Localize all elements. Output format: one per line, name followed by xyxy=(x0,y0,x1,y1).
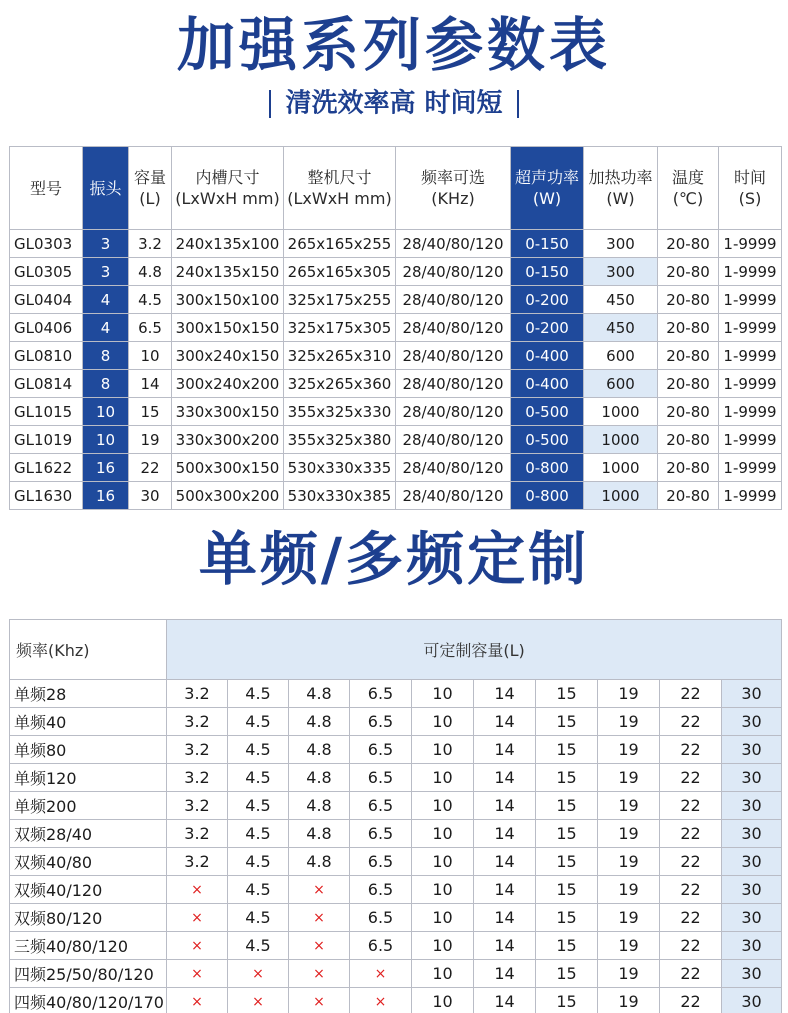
unavailable-mark: × xyxy=(350,960,412,988)
capacity-cell: 22 xyxy=(660,904,722,932)
capacity-cell: 14 xyxy=(474,904,536,932)
spec-header-cell xyxy=(83,147,129,230)
spec-header-label: 型号 xyxy=(29,178,62,198)
spec-cell: 500x300x200 xyxy=(172,482,284,510)
capacity-cell: 14 xyxy=(474,988,536,1013)
spec-header-cell xyxy=(172,147,284,230)
spec-cell: 0-150 xyxy=(511,230,584,258)
frequency-row xyxy=(10,708,782,736)
capacity-cell: 15 xyxy=(536,848,598,876)
capacity-cell: 15 xyxy=(536,736,598,764)
spec-cell: 10 xyxy=(83,398,129,426)
capacity-cell: 10 xyxy=(412,988,474,1013)
capacity-cell: 4.5 xyxy=(228,876,289,904)
capacity-cell: 22 xyxy=(660,960,722,988)
frequency-label: 四频25/50/80/120 xyxy=(10,960,167,988)
capacity-cell: 3.2 xyxy=(167,736,228,764)
spec-cell: 325x175x255 xyxy=(284,286,396,314)
spec-header-unit: (LxWxH mm) xyxy=(175,189,280,208)
spec-cell: 0-150 xyxy=(511,258,584,286)
spec-cell: GL1019 xyxy=(10,426,83,454)
capacity-cell: 4.8 xyxy=(289,680,350,708)
capacity-cell: 14 xyxy=(474,848,536,876)
capacity-cell: 15 xyxy=(536,876,598,904)
capacity-cell: 4.5 xyxy=(228,680,289,708)
unavailable-mark: × xyxy=(289,932,350,960)
unavailable-mark: × xyxy=(289,960,350,988)
spec-cell: 10 xyxy=(83,426,129,454)
spec-header-unit: (℃) xyxy=(672,189,704,208)
frequency-label: 双频80/120 xyxy=(10,904,167,932)
capacity-cell: 30 xyxy=(722,792,782,820)
frequency-label: 单频40 xyxy=(10,708,167,736)
capacity-cell: 22 xyxy=(660,876,722,904)
spec-cell: 265x165x305 xyxy=(284,258,396,286)
spec-cell: 1-9999 xyxy=(719,314,782,342)
frequency-label: 单频80 xyxy=(10,736,167,764)
spec-cell: 355x325x330 xyxy=(284,398,396,426)
spec-header-cell xyxy=(719,147,782,230)
spec-cell: 3 xyxy=(83,230,129,258)
capacity-cell: 22 xyxy=(660,848,722,876)
spec-cell: GL1622 xyxy=(10,454,83,482)
capacity-cell: 10 xyxy=(412,736,474,764)
spec-cell: 300x240x150 xyxy=(172,342,284,370)
capacity-cell: 4.5 xyxy=(228,904,289,932)
unavailable-mark: × xyxy=(167,932,228,960)
spec-cell: GL1015 xyxy=(10,398,83,426)
capacity-cell: 6.5 xyxy=(350,708,412,736)
spec-cell: 1-9999 xyxy=(719,342,782,370)
spec-cell: 6.5 xyxy=(129,314,172,342)
spec-cell: 1-9999 xyxy=(719,370,782,398)
spec-row xyxy=(10,398,782,426)
spec-cell: 28/40/80/120 xyxy=(396,398,511,426)
capacity-cell: 14 xyxy=(474,792,536,820)
capacity-cell: 19 xyxy=(598,932,660,960)
spec-cell: 20-80 xyxy=(658,258,719,286)
capacity-cell: 19 xyxy=(598,960,660,988)
capacity-cell: 30 xyxy=(722,960,782,988)
unavailable-mark: × xyxy=(167,988,228,1013)
spec-cell: 1-9999 xyxy=(719,426,782,454)
spec-cell: 240x135x150 xyxy=(172,258,284,286)
spec-cell: 265x165x255 xyxy=(284,230,396,258)
capacity-cell: 30 xyxy=(722,848,782,876)
capacity-cell: 14 xyxy=(474,876,536,904)
spec-cell: 300x240x200 xyxy=(172,370,284,398)
capacity-cell: 4.5 xyxy=(228,792,289,820)
spec-cell: 20-80 xyxy=(658,286,719,314)
capacity-cell: 30 xyxy=(722,932,782,960)
spec-cell: GL0406 xyxy=(10,314,83,342)
spec-cell: 330x300x200 xyxy=(172,426,284,454)
spec-cell: 3.2 xyxy=(129,230,172,258)
frequency-label: 单频200 xyxy=(10,792,167,820)
capacity-cell: 30 xyxy=(722,876,782,904)
spec-cell: 4.8 xyxy=(129,258,172,286)
frequency-label: 单频28 xyxy=(10,680,167,708)
frequency-row xyxy=(10,988,782,1013)
capacity-cell: 14 xyxy=(474,764,536,792)
unavailable-mark: × xyxy=(228,988,289,1013)
capacity-cell: 6.5 xyxy=(350,932,412,960)
spec-cell: 0-400 xyxy=(511,370,584,398)
spec-cell: 1-9999 xyxy=(719,258,782,286)
spec-header-label: 超声功率 xyxy=(514,168,579,187)
frequency-row xyxy=(10,736,782,764)
spec-row xyxy=(10,286,782,314)
spec-row xyxy=(10,482,782,510)
spec-cell: 500x300x150 xyxy=(172,454,284,482)
capacity-cell: 30 xyxy=(722,736,782,764)
frequency-label: 三频40/80/120 xyxy=(10,932,167,960)
spec-cell: 28/40/80/120 xyxy=(396,286,511,314)
spec-header-label: 整机尺寸 xyxy=(307,168,372,187)
unavailable-mark: × xyxy=(289,988,350,1013)
capacity-cell: 3.2 xyxy=(167,820,228,848)
unavailable-mark: × xyxy=(289,876,350,904)
capacity-cell: 10 xyxy=(412,932,474,960)
capacity-cell: 4.8 xyxy=(289,792,350,820)
spec-cell: 4 xyxy=(83,314,129,342)
spec-header-unit: (L) xyxy=(139,189,161,208)
capacity-cell: 22 xyxy=(660,932,722,960)
unavailable-mark: × xyxy=(228,960,289,988)
spec-table xyxy=(9,146,782,510)
capacity-cell: 4.5 xyxy=(228,848,289,876)
subtitle-text: 清洗效率高 时间短 xyxy=(285,88,503,119)
frequency-row xyxy=(10,764,782,792)
spec-cell: 530x330x335 xyxy=(284,454,396,482)
capacity-cell: 4.8 xyxy=(289,820,350,848)
spec-cell: 20-80 xyxy=(658,454,719,482)
spec-header-cell xyxy=(396,147,511,230)
capacity-cell: 10 xyxy=(412,848,474,876)
page-title: 加强系列参数表 xyxy=(176,11,611,79)
capacity-cell: 4.8 xyxy=(289,764,350,792)
capacity-cell: 4.8 xyxy=(289,848,350,876)
spec-cell: 240x135x100 xyxy=(172,230,284,258)
capacity-cell: 22 xyxy=(660,764,722,792)
spec-header-cell xyxy=(584,147,658,230)
capacity-cell: 4.5 xyxy=(228,820,289,848)
capacity-cell: 4.8 xyxy=(289,708,350,736)
spec-cell: 325x175x305 xyxy=(284,314,396,342)
spec-cell: 28/40/80/120 xyxy=(396,482,511,510)
spec-cell: 325x265x360 xyxy=(284,370,396,398)
spec-cell: 355x325x380 xyxy=(284,426,396,454)
spec-cell: 325x265x310 xyxy=(284,342,396,370)
capacity-cell: 19 xyxy=(598,680,660,708)
spec-cell: 30 xyxy=(129,482,172,510)
frequency-label: 双频40/80 xyxy=(10,848,167,876)
frequency-label: 四频40/80/120/170 xyxy=(10,988,167,1013)
capacity-cell: 6.5 xyxy=(350,876,412,904)
spec-cell: 600 xyxy=(584,370,658,398)
capacity-cell: 14 xyxy=(474,960,536,988)
spec-cell: 20-80 xyxy=(658,370,719,398)
spec-header-cell xyxy=(10,147,83,230)
spec-cell: 330x300x150 xyxy=(172,398,284,426)
spec-header-unit: (W) xyxy=(532,189,562,208)
spec-header-cell xyxy=(284,147,396,230)
subtitle-divider-left xyxy=(269,90,271,118)
capacity-cell: 19 xyxy=(598,820,660,848)
spec-cell: GL0810 xyxy=(10,342,83,370)
spec-header-label: 加热功率 xyxy=(588,168,653,187)
capacity-cell: 6.5 xyxy=(350,820,412,848)
spec-header-unit: (W) xyxy=(606,189,635,208)
frequency-row xyxy=(10,960,782,988)
capacity-cell: 4.5 xyxy=(228,708,289,736)
spec-row xyxy=(10,258,782,286)
capacity-cell: 30 xyxy=(722,988,782,1013)
capacity-cell: 19 xyxy=(598,876,660,904)
spec-row xyxy=(10,314,782,342)
spec-cell: 20-80 xyxy=(658,230,719,258)
spec-cell: 4.5 xyxy=(129,286,172,314)
capacity-cell: 30 xyxy=(722,904,782,932)
spec-header-label: 温度 xyxy=(671,168,704,187)
spec-row xyxy=(10,342,782,370)
spec-row xyxy=(10,426,782,454)
spec-header-label: 时间 xyxy=(733,168,766,187)
spec-cell: 22 xyxy=(129,454,172,482)
capacity-cell: 19 xyxy=(598,736,660,764)
capacity-cell: 19 xyxy=(598,904,660,932)
subtitle-divider-right xyxy=(517,90,519,118)
spec-cell: 0-800 xyxy=(511,454,584,482)
capacity-cell: 14 xyxy=(474,736,536,764)
frequency-table xyxy=(9,619,782,1013)
capacity-cell: 3.2 xyxy=(167,708,228,736)
spec-cell: 1000 xyxy=(584,454,658,482)
spec-cell: 8 xyxy=(83,342,129,370)
spec-cell: 28/40/80/120 xyxy=(396,230,511,258)
capacity-cell: 10 xyxy=(412,904,474,932)
capacity-cell: 6.5 xyxy=(350,736,412,764)
capacity-cell: 22 xyxy=(660,736,722,764)
spec-cell: 0-200 xyxy=(511,314,584,342)
capacity-cell: 4.8 xyxy=(289,736,350,764)
spec-cell: 15 xyxy=(129,398,172,426)
capacity-cell: 15 xyxy=(536,904,598,932)
capacity-cell: 3.2 xyxy=(167,764,228,792)
capacity-cell: 14 xyxy=(474,932,536,960)
capacity-cell: 10 xyxy=(412,792,474,820)
capacity-cell: 19 xyxy=(598,764,660,792)
capacity-cell: 19 xyxy=(598,708,660,736)
spec-cell: 1-9999 xyxy=(719,482,782,510)
spec-cell: 300x150x150 xyxy=(172,314,284,342)
spec-cell: GL1630 xyxy=(10,482,83,510)
spec-cell: 600 xyxy=(584,342,658,370)
spec-cell: 300 xyxy=(584,258,658,286)
spec-header-label: 频率可选 xyxy=(420,168,485,187)
spec-header-unit: (KHz) xyxy=(431,189,475,208)
capacity-cell: 3.2 xyxy=(167,848,228,876)
frequency-row xyxy=(10,792,782,820)
unavailable-mark: × xyxy=(350,988,412,1013)
spec-cell: 0-500 xyxy=(511,398,584,426)
spec-cell: 28/40/80/120 xyxy=(396,342,511,370)
spec-cell: 450 xyxy=(584,286,658,314)
spec-cell: GL0814 xyxy=(10,370,83,398)
capacity-cell: 15 xyxy=(536,792,598,820)
capacity-cell: 30 xyxy=(722,820,782,848)
capacity-cell: 4.5 xyxy=(228,736,289,764)
capacity-cell: 10 xyxy=(412,764,474,792)
spec-row xyxy=(10,230,782,258)
spec-cell: GL0404 xyxy=(10,286,83,314)
spec-header-unit: (LxWxH mm) xyxy=(287,189,392,208)
frequency-label: 双频28/40 xyxy=(10,820,167,848)
spec-cell: 300x150x100 xyxy=(172,286,284,314)
capacity-cell: 30 xyxy=(722,708,782,736)
capacity-cell: 10 xyxy=(412,680,474,708)
spec-row xyxy=(10,454,782,482)
spec-cell: GL0303 xyxy=(10,230,83,258)
spec-cell: 450 xyxy=(584,314,658,342)
capacity-cell: 22 xyxy=(660,988,722,1013)
capacity-cell: 15 xyxy=(536,708,598,736)
spec-cell: 530x330x385 xyxy=(284,482,396,510)
capacity-cell: 22 xyxy=(660,680,722,708)
spec-cell: 4 xyxy=(83,286,129,314)
capacity-cell: 14 xyxy=(474,708,536,736)
capacity-cell: 10 xyxy=(412,960,474,988)
frequency-row xyxy=(10,848,782,876)
capacity-cell: 6.5 xyxy=(350,680,412,708)
spec-header-label: 振头 xyxy=(89,178,122,198)
capacity-cell: 6.5 xyxy=(350,848,412,876)
frequency-row xyxy=(10,680,782,708)
spec-cell: 300 xyxy=(584,230,658,258)
spec-cell: 0-200 xyxy=(511,286,584,314)
spec-cell: 28/40/80/120 xyxy=(396,258,511,286)
capacity-cell: 15 xyxy=(536,820,598,848)
frequency-label: 单频120 xyxy=(10,764,167,792)
spec-cell: 20-80 xyxy=(658,398,719,426)
unavailable-mark: × xyxy=(167,904,228,932)
spec-cell: GL0305 xyxy=(10,258,83,286)
spec-cell: 10 xyxy=(129,342,172,370)
spec-cell: 14 xyxy=(129,370,172,398)
frequency-row xyxy=(10,820,782,848)
spec-cell: 16 xyxy=(83,454,129,482)
spec-cell: 28/40/80/120 xyxy=(396,314,511,342)
capacity-cell: 10 xyxy=(412,708,474,736)
spec-cell: 28/40/80/120 xyxy=(396,426,511,454)
capacity-cell: 19 xyxy=(598,792,660,820)
spec-header-cell xyxy=(129,147,172,230)
capacity-cell: 6.5 xyxy=(350,792,412,820)
capacity-cell: 3.2 xyxy=(167,680,228,708)
spec-header-label: 容量 xyxy=(133,168,166,187)
spec-cell: 1000 xyxy=(584,482,658,510)
capacity-cell: 10 xyxy=(412,876,474,904)
spec-cell: 28/40/80/120 xyxy=(396,454,511,482)
unavailable-mark: × xyxy=(167,876,228,904)
capacity-cell: 6.5 xyxy=(350,904,412,932)
capacity-cell: 6.5 xyxy=(350,764,412,792)
frequency-header: 频率(Khz) xyxy=(10,620,167,680)
capacity-cell: 14 xyxy=(474,820,536,848)
capacity-cell: 15 xyxy=(536,932,598,960)
capacity-cell: 15 xyxy=(536,680,598,708)
spec-cell: 0-500 xyxy=(511,426,584,454)
capacity-cell: 15 xyxy=(536,764,598,792)
spec-cell: 0-400 xyxy=(511,342,584,370)
spec-cell: 1-9999 xyxy=(719,454,782,482)
capacity-cell: 4.5 xyxy=(228,764,289,792)
spec-cell: 16 xyxy=(83,482,129,510)
capacity-cell: 15 xyxy=(536,988,598,1013)
spec-cell: 19 xyxy=(129,426,172,454)
spec-cell: 1000 xyxy=(584,426,658,454)
capacity-cell: 3.2 xyxy=(167,792,228,820)
spec-cell: 1000 xyxy=(584,398,658,426)
capacity-cell: 10 xyxy=(412,820,474,848)
spec-cell: 20-80 xyxy=(658,426,719,454)
frequency-label: 双频40/120 xyxy=(10,876,167,904)
spec-cell: 1-9999 xyxy=(719,230,782,258)
unavailable-mark: × xyxy=(289,904,350,932)
capacity-cell: 19 xyxy=(598,988,660,1013)
frequency-row xyxy=(10,904,782,932)
section-title-custom: 单频/多频定制 xyxy=(198,525,590,593)
spec-cell: 0-800 xyxy=(511,482,584,510)
spec-cell: 20-80 xyxy=(658,314,719,342)
page-subtitle xyxy=(0,84,788,123)
spec-header-unit: (S) xyxy=(738,189,762,208)
capacity-cell: 15 xyxy=(536,960,598,988)
spec-cell: 28/40/80/120 xyxy=(396,370,511,398)
capacity-cell: 22 xyxy=(660,708,722,736)
capacity-cell: 19 xyxy=(598,848,660,876)
capacity-cell: 14 xyxy=(474,680,536,708)
capacity-header: 可定制容量(L) xyxy=(167,620,782,680)
unavailable-mark: × xyxy=(167,960,228,988)
capacity-cell: 4.5 xyxy=(228,932,289,960)
capacity-cell: 30 xyxy=(722,680,782,708)
capacity-cell: 22 xyxy=(660,820,722,848)
frequency-row xyxy=(10,932,782,960)
spec-cell: 20-80 xyxy=(658,342,719,370)
frequency-row xyxy=(10,876,782,904)
spec-header-label: 内槽尺寸 xyxy=(195,168,260,187)
spec-cell: 8 xyxy=(83,370,129,398)
spec-cell: 1-9999 xyxy=(719,398,782,426)
spec-header-cell xyxy=(511,147,584,230)
spec-cell: 1-9999 xyxy=(719,286,782,314)
spec-header-cell xyxy=(658,147,719,230)
spec-row xyxy=(10,370,782,398)
capacity-cell: 30 xyxy=(722,764,782,792)
spec-cell: 20-80 xyxy=(658,482,719,510)
capacity-cell: 22 xyxy=(660,792,722,820)
spec-cell: 3 xyxy=(83,258,129,286)
